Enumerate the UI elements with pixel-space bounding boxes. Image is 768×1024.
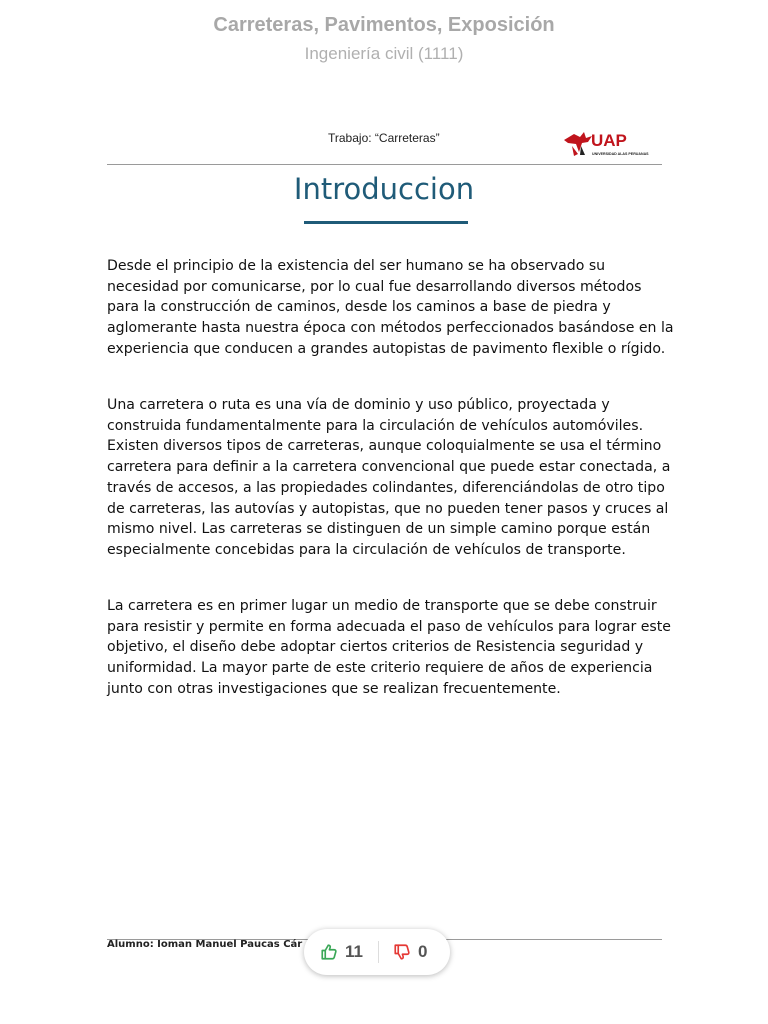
vote-widget — [304, 929, 450, 975]
upvote-count: 11 — [345, 942, 363, 961]
thumbs-up-icon — [320, 943, 338, 961]
document-title: Carreteras, Pavimentos, Exposición — [213, 14, 555, 36]
logo-subtext: UNIVERSIDAD ALAS PERUANAS — [592, 152, 649, 156]
student-name: Alumno: Ioman Manuel Paucas Cár — [107, 939, 303, 950]
university-logo — [562, 128, 649, 162]
paragraph-3: La carretera es en primer lugar un medio de transporte que se debe construir para resistir y permite en forma adecuada el paso de vehículos para lograr este objetivo, el diseño debe adoptar ciertos criterios de Resistencia seguridad y uniformidad. La mayor parte de este criterio requiere de años de experiencia junto con otras investigaciones que se realizan frecuentemente. — [107, 598, 671, 697]
thumbs-down-icon — [393, 943, 411, 961]
upvote-button[interactable] — [304, 929, 378, 975]
section-heading: Introduccion — [293, 172, 475, 206]
eagle-icon — [564, 132, 592, 156]
heading-underline — [304, 221, 468, 224]
course-name[interactable]: Ingeniería civil (1111) — [304, 44, 464, 63]
page-header-text: Trabajo: “Carreteras” — [328, 131, 440, 145]
paragraph-1: Desde el principio de la existencia del ser humano se ha observado su necesidad por comunicarse, por lo cual fue desarrollando diversos métodos para la construcción de caminos, desde los caminos a base de piedra y aglomerante hasta nuestra época con métodos perfeccionados basándose en la experiencia que conducen a grandes autopistas de pavimento flexible o rígido. — [107, 258, 674, 357]
header-divider — [107, 164, 662, 165]
downvote-count: 0 — [418, 942, 428, 961]
logo-wordmark: UAP — [591, 131, 627, 150]
downvote-button[interactable] — [379, 929, 427, 975]
paragraph-2: Una carretera o ruta es una vía de dominio y uso público, proyectada y construida fundamentalmente para la circulación de vehículos automóviles. Existen diversos tipos de carreteras, aunque coloquialmente se usa el término carretera para definir a la carretera convencional que puede estar conectada, a través de accesos, a las propiedades colindantes, diferenciándolas de otro tipo de carreteras, las autovías y autopistas, que no pueden tener pasos y cruces al mismo nivel. Las carreteras se distinguen de un simple camino porque están especialmente concebidas para la circulación de vehículos de transporte. — [107, 397, 671, 558]
